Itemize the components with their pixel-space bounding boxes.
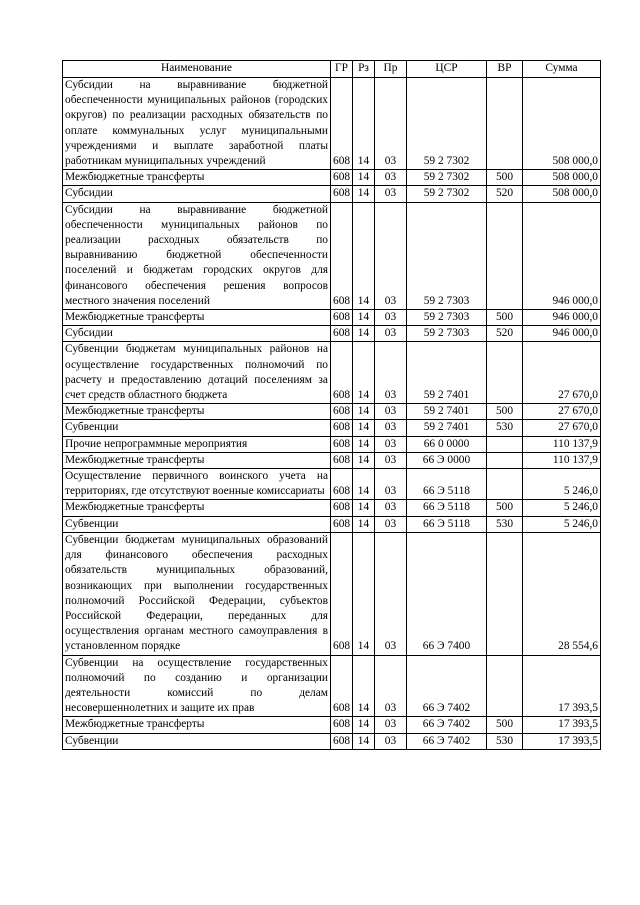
cell-name: Субвенции bbox=[63, 516, 331, 532]
budget-table bbox=[62, 60, 601, 750]
table-header bbox=[63, 61, 601, 78]
cell-gr: 608 bbox=[331, 469, 353, 500]
cell-sum: 5 246,0 bbox=[523, 516, 601, 532]
cell-csr: 66 Э 7402 bbox=[407, 717, 487, 733]
cell-csr: 66 Э 5118 bbox=[407, 500, 487, 516]
cell-pr: 03 bbox=[375, 717, 407, 733]
table-row bbox=[63, 436, 601, 452]
table-row bbox=[63, 186, 601, 202]
cell-rz: 14 bbox=[353, 436, 375, 452]
cell-rz: 14 bbox=[353, 342, 375, 404]
cell-sum: 17 393,5 bbox=[523, 733, 601, 749]
table-row bbox=[63, 655, 601, 717]
cell-pr: 03 bbox=[375, 516, 407, 532]
cell-sum: 110 137,9 bbox=[523, 436, 601, 452]
cell-vr bbox=[487, 532, 523, 655]
cell-gr: 608 bbox=[331, 78, 353, 170]
cell-gr: 608 bbox=[331, 342, 353, 404]
cell-vr: 500 bbox=[487, 404, 523, 420]
cell-pr: 03 bbox=[375, 78, 407, 170]
cell-pr: 03 bbox=[375, 342, 407, 404]
cell-rz: 14 bbox=[353, 170, 375, 186]
cell-vr: 530 bbox=[487, 733, 523, 749]
cell-sum: 28 554,6 bbox=[523, 532, 601, 655]
cell-vr bbox=[487, 202, 523, 309]
cell-csr: 59 2 7302 bbox=[407, 78, 487, 170]
cell-pr: 03 bbox=[375, 170, 407, 186]
table-row bbox=[63, 342, 601, 404]
header-gr: ГР bbox=[331, 61, 353, 78]
cell-csr: 66 Э 7402 bbox=[407, 655, 487, 717]
cell-rz: 14 bbox=[353, 469, 375, 500]
cell-pr: 03 bbox=[375, 436, 407, 452]
table-row bbox=[63, 452, 601, 468]
cell-rz: 14 bbox=[353, 733, 375, 749]
header-row bbox=[63, 61, 601, 78]
cell-vr bbox=[487, 469, 523, 500]
cell-vr bbox=[487, 436, 523, 452]
cell-gr: 608 bbox=[331, 500, 353, 516]
header-csr: ЦСР bbox=[407, 61, 487, 78]
cell-sum: 27 670,0 bbox=[523, 420, 601, 436]
cell-name: Субвенции на осуществление государственных полномочий по созданию и организации деятельности комиссий по делам несовершеннолетних и защите их прав bbox=[63, 655, 331, 717]
cell-sum: 508 000,0 bbox=[523, 186, 601, 202]
cell-pr: 03 bbox=[375, 404, 407, 420]
cell-vr: 500 bbox=[487, 170, 523, 186]
cell-name: Субсидии на выравнивание бюджетной обеспеченности муниципальных районов по реализации расходных обязательств по выравниванию бюджетной обеспеченности поселений и бюджетам городских округов для финансового обеспечения решения вопросов местного значения поселений bbox=[63, 202, 331, 309]
cell-name: Субвенции bbox=[63, 420, 331, 436]
cell-rz: 14 bbox=[353, 717, 375, 733]
cell-name: Межбюджетные трансферты bbox=[63, 170, 331, 186]
cell-name: Субвенции bbox=[63, 733, 331, 749]
cell-name: Субсидии bbox=[63, 186, 331, 202]
cell-name: Межбюджетные трансферты bbox=[63, 310, 331, 326]
table-row bbox=[63, 404, 601, 420]
cell-gr: 608 bbox=[331, 310, 353, 326]
cell-csr: 66 Э 7400 bbox=[407, 532, 487, 655]
cell-rz: 14 bbox=[353, 186, 375, 202]
header-rz: Рз bbox=[353, 61, 375, 78]
cell-name: Субвенции бюджетам муниципальных образований для финансового обеспечения расходных обязательств муниципальных образований, возникающих при выполнении государственных полномочий Российской Федерации, субъектов Российской Федерации, переданных для осуществления органам местного самоуправления в установленном порядке bbox=[63, 532, 331, 655]
cell-gr: 608 bbox=[331, 202, 353, 309]
cell-rz: 14 bbox=[353, 516, 375, 532]
cell-csr: 59 2 7401 bbox=[407, 404, 487, 420]
cell-sum: 27 670,0 bbox=[523, 404, 601, 420]
cell-vr: 520 bbox=[487, 326, 523, 342]
cell-sum: 27 670,0 bbox=[523, 342, 601, 404]
cell-gr: 608 bbox=[331, 436, 353, 452]
cell-pr: 03 bbox=[375, 186, 407, 202]
cell-csr: 59 2 7303 bbox=[407, 326, 487, 342]
cell-pr: 03 bbox=[375, 202, 407, 309]
table-row bbox=[63, 420, 601, 436]
table-row bbox=[63, 78, 601, 170]
cell-gr: 608 bbox=[331, 516, 353, 532]
cell-pr: 03 bbox=[375, 500, 407, 516]
cell-vr: 500 bbox=[487, 310, 523, 326]
table-row bbox=[63, 326, 601, 342]
cell-vr bbox=[487, 655, 523, 717]
table-row bbox=[63, 170, 601, 186]
cell-csr: 66 Э 5118 bbox=[407, 516, 487, 532]
cell-sum: 5 246,0 bbox=[523, 469, 601, 500]
header-name: Наименование bbox=[63, 61, 331, 78]
cell-gr: 608 bbox=[331, 733, 353, 749]
cell-sum: 508 000,0 bbox=[523, 170, 601, 186]
cell-pr: 03 bbox=[375, 326, 407, 342]
cell-gr: 608 bbox=[331, 532, 353, 655]
cell-rz: 14 bbox=[353, 404, 375, 420]
cell-gr: 608 bbox=[331, 655, 353, 717]
cell-name: Субсидии bbox=[63, 326, 331, 342]
header-pr: Пр bbox=[375, 61, 407, 78]
table-row bbox=[63, 733, 601, 749]
table-row bbox=[63, 717, 601, 733]
cell-rz: 14 bbox=[353, 500, 375, 516]
cell-pr: 03 bbox=[375, 733, 407, 749]
cell-name: Прочие непрограммные мероприятия bbox=[63, 436, 331, 452]
cell-gr: 608 bbox=[331, 170, 353, 186]
cell-name: Межбюджетные трансферты bbox=[63, 717, 331, 733]
cell-csr: 59 2 7401 bbox=[407, 342, 487, 404]
table-row bbox=[63, 469, 601, 500]
table-row bbox=[63, 202, 601, 309]
cell-pr: 03 bbox=[375, 420, 407, 436]
cell-csr: 66 0 0000 bbox=[407, 436, 487, 452]
cell-sum: 110 137,9 bbox=[523, 452, 601, 468]
cell-gr: 608 bbox=[331, 452, 353, 468]
cell-rz: 14 bbox=[353, 326, 375, 342]
header-vr: ВР bbox=[487, 61, 523, 78]
cell-pr: 03 bbox=[375, 469, 407, 500]
cell-pr: 03 bbox=[375, 310, 407, 326]
cell-vr bbox=[487, 452, 523, 468]
cell-gr: 608 bbox=[331, 404, 353, 420]
cell-sum: 946 000,0 bbox=[523, 310, 601, 326]
table-row bbox=[63, 500, 601, 516]
cell-vr bbox=[487, 78, 523, 170]
cell-name: Межбюджетные трансферты bbox=[63, 452, 331, 468]
cell-vr: 500 bbox=[487, 500, 523, 516]
cell-sum: 17 393,5 bbox=[523, 717, 601, 733]
header-sum: Сумма bbox=[523, 61, 601, 78]
cell-name: Субсидии на выравнивание бюджетной обеспеченности муниципальных районов (городских округов) по реализации расходных обязательств по оплате коммунальных услуг муниципальными учреждениями и выплате заработной платы работникам муниципальных учреждений bbox=[63, 78, 331, 170]
cell-rz: 14 bbox=[353, 78, 375, 170]
cell-sum: 946 000,0 bbox=[523, 326, 601, 342]
cell-sum: 17 393,5 bbox=[523, 655, 601, 717]
cell-csr: 66 Э 5118 bbox=[407, 469, 487, 500]
cell-vr bbox=[487, 342, 523, 404]
cell-name: Межбюджетные трансферты bbox=[63, 500, 331, 516]
cell-sum: 508 000,0 bbox=[523, 78, 601, 170]
cell-name: Межбюджетные трансферты bbox=[63, 404, 331, 420]
cell-sum: 946 000,0 bbox=[523, 202, 601, 309]
cell-rz: 14 bbox=[353, 532, 375, 655]
cell-csr: 66 Э 0000 bbox=[407, 452, 487, 468]
cell-pr: 03 bbox=[375, 452, 407, 468]
cell-vr: 530 bbox=[487, 420, 523, 436]
cell-vr: 500 bbox=[487, 717, 523, 733]
table-row bbox=[63, 310, 601, 326]
cell-csr: 59 2 7302 bbox=[407, 170, 487, 186]
cell-sum: 5 246,0 bbox=[523, 500, 601, 516]
cell-pr: 03 bbox=[375, 532, 407, 655]
cell-gr: 608 bbox=[331, 326, 353, 342]
cell-csr: 66 Э 7402 bbox=[407, 733, 487, 749]
cell-csr: 59 2 7302 bbox=[407, 186, 487, 202]
table-body bbox=[63, 78, 601, 750]
cell-pr: 03 bbox=[375, 655, 407, 717]
cell-rz: 14 bbox=[353, 452, 375, 468]
cell-rz: 14 bbox=[353, 420, 375, 436]
cell-csr: 59 2 7303 bbox=[407, 202, 487, 309]
cell-rz: 14 bbox=[353, 202, 375, 309]
cell-rz: 14 bbox=[353, 310, 375, 326]
cell-vr: 520 bbox=[487, 186, 523, 202]
cell-name: Субвенции бюджетам муниципальных районов на осуществление государственных полномочий по расчету и предоставлению дотаций поселениям за счет средств областного бюджета bbox=[63, 342, 331, 404]
cell-vr: 530 bbox=[487, 516, 523, 532]
cell-csr: 59 2 7401 bbox=[407, 420, 487, 436]
cell-rz: 14 bbox=[353, 655, 375, 717]
cell-gr: 608 bbox=[331, 420, 353, 436]
cell-csr: 59 2 7303 bbox=[407, 310, 487, 326]
table-row bbox=[63, 532, 601, 655]
cell-name: Осуществление первичного воинского учета на территориях, где отсутствуют военные комиссариаты bbox=[63, 469, 331, 500]
cell-gr: 608 bbox=[331, 717, 353, 733]
cell-gr: 608 bbox=[331, 186, 353, 202]
table-row bbox=[63, 516, 601, 532]
